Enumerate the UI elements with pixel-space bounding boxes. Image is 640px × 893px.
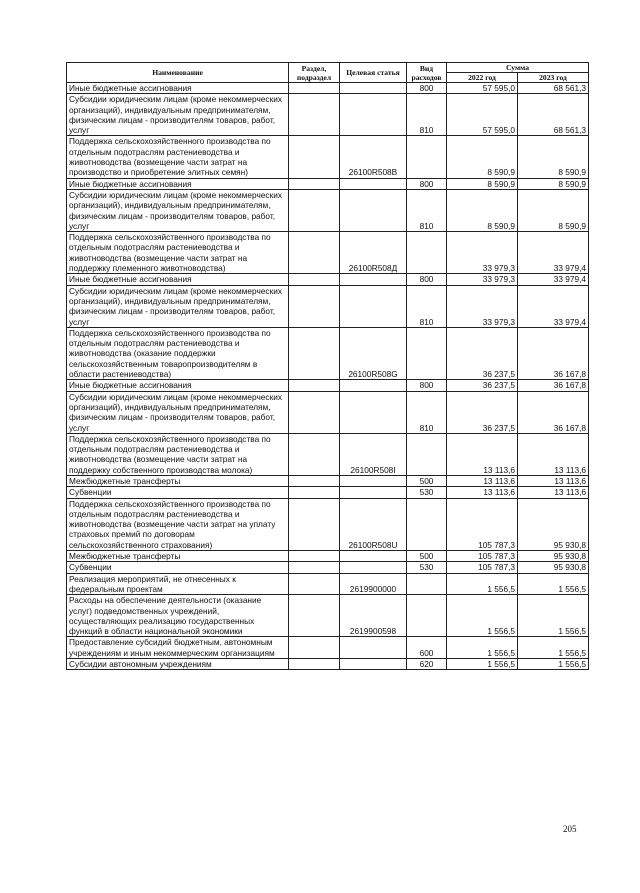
cell-target-article: 26100R508B: [340, 136, 407, 178]
cell-target-article: 26100R508I: [340, 433, 407, 475]
table-row: [67, 178, 589, 189]
cell-sum-2022: 1 556,5: [447, 573, 518, 595]
cell-expense-type: 810: [407, 94, 447, 136]
cell-section: [289, 659, 340, 670]
cell-sum-2023: 1 556,5: [518, 659, 589, 670]
cell-expense-type: 530: [407, 487, 447, 498]
budget-table: [66, 62, 589, 670]
cell-target-article: 2619900000: [340, 573, 407, 595]
cell-sum-2023: 95 930,8: [518, 562, 589, 573]
cell-section: [289, 274, 340, 285]
cell-expense-type: 500: [407, 475, 447, 486]
cell-sum-2023: 95 930,8: [518, 498, 589, 550]
table-row: [67, 659, 589, 670]
cell-section: [289, 433, 340, 475]
cell-name: Поддержка сельскохозяйственного производства по отдельным подотраслям растениеводства и животноводства (возмещение части затрат на уплату страховых премий по договорам сельскохозяйственного страхования): [67, 498, 289, 550]
cell-section: [289, 189, 340, 231]
cell-expense-type: 800: [407, 380, 447, 391]
cell-expense-type: [407, 433, 447, 475]
cell-name: Поддержка сельскохозяйственного производства по отдельным подотраслям растениеводства и животноводства (возмещение части затрат на производство и приобретение элитных семян): [67, 136, 289, 178]
table-body: [67, 83, 589, 670]
cell-target-article: [340, 380, 407, 391]
header-target: Целевая статья: [340, 63, 407, 83]
cell-expense-type: 500: [407, 551, 447, 562]
cell-target-article: [340, 94, 407, 136]
cell-sum-2022: 1 556,5: [447, 659, 518, 670]
cell-sum-2023: 13 113,6: [518, 475, 589, 486]
cell-expense-type: [407, 232, 447, 274]
cell-section: [289, 637, 340, 659]
table-row: [67, 498, 589, 550]
table-row: [67, 83, 589, 94]
table-row: [67, 94, 589, 136]
cell-name: Межбюджетные трансферты: [67, 475, 289, 486]
cell-expense-type: 620: [407, 659, 447, 670]
cell-section: [289, 178, 340, 189]
cell-sum-2022: 33 979,3: [447, 232, 518, 274]
header-sum: Сумма: [447, 63, 589, 73]
cell-target-article: [340, 475, 407, 486]
table-row: [67, 551, 589, 562]
cell-name: Субсидии юридическим лицам (кроме некоммерческих организаций), индивидуальным предпринимателям, физическим лицам - производителям товаров, работ, услуг: [67, 94, 289, 136]
cell-sum-2022: 8 590,9: [447, 178, 518, 189]
cell-sum-2022: 13 113,6: [447, 475, 518, 486]
cell-name: Иные бюджетные ассигнования: [67, 178, 289, 189]
cell-target-article: [340, 83, 407, 94]
cell-expense-type: [407, 595, 447, 637]
cell-expense-type: 810: [407, 391, 447, 433]
budget-page: [66, 62, 588, 670]
table-row: [67, 595, 589, 637]
cell-sum-2022: 36 237,5: [447, 391, 518, 433]
cell-name: Поддержка сельскохозяйственного производства по отдельным подотраслям растениеводства и животноводства (оказание поддержки сельскохозяйственным товаропроизводителям в области растениеводства): [67, 327, 289, 379]
cell-section: [289, 551, 340, 562]
cell-name: Субсидии юридическим лицам (кроме некоммерческих организаций), индивидуальным предпринимателям, физическим лицам - производителям товаров, работ, услуг: [67, 189, 289, 231]
cell-sum-2023: 36 167,8: [518, 327, 589, 379]
cell-expense-type: [407, 573, 447, 595]
cell-target-article: [340, 637, 407, 659]
cell-expense-type: 810: [407, 189, 447, 231]
cell-sum-2022: 8 590,9: [447, 136, 518, 178]
table-row: [67, 487, 589, 498]
cell-expense-type: 600: [407, 637, 447, 659]
table-row: [67, 327, 589, 379]
cell-sum-2023: 8 590,9: [518, 178, 589, 189]
cell-sum-2023: 68 561,3: [518, 83, 589, 94]
header-2023: 2023 год: [518, 73, 589, 83]
cell-expense-type: 800: [407, 178, 447, 189]
cell-section: [289, 380, 340, 391]
cell-sum-2023: 36 167,8: [518, 391, 589, 433]
cell-sum-2022: 13 113,6: [447, 433, 518, 475]
table-row: [67, 274, 589, 285]
cell-section: [289, 595, 340, 637]
cell-sum-2023: 8 590,9: [518, 136, 589, 178]
cell-expense-type: [407, 327, 447, 379]
cell-name: Расходы на обеспечение деятельности (оказание услуг) подведомственных учреждений, осуществляющих реализацию государственных функций в области национальной экономики: [67, 595, 289, 637]
cell-expense-type: 530: [407, 562, 447, 573]
cell-name: Субсидии юридическим лицам (кроме некоммерческих организаций), индивидуальным предпринимателям, физическим лицам - производителям товаров, работ, услуг: [67, 391, 289, 433]
table-row: [67, 475, 589, 486]
cell-name: Иные бюджетные ассигнования: [67, 83, 289, 94]
cell-target-article: [340, 659, 407, 670]
cell-target-article: 26100R508G: [340, 327, 407, 379]
cell-sum-2022: 36 237,5: [447, 380, 518, 391]
header-row: [67, 63, 589, 73]
cell-expense-type: 810: [407, 285, 447, 327]
cell-target-article: [340, 274, 407, 285]
table-row: [67, 136, 589, 178]
cell-sum-2023: 13 113,6: [518, 487, 589, 498]
cell-target-article: [340, 189, 407, 231]
cell-sum-2023: 1 556,5: [518, 595, 589, 637]
cell-sum-2022: 105 787,3: [447, 551, 518, 562]
cell-sum-2022: 8 590,9: [447, 189, 518, 231]
cell-name: Предоставление субсидий бюджетным, автономным учреждениям и иным некоммерческим организациям: [67, 637, 289, 659]
table-row: [67, 380, 589, 391]
cell-sum-2022: 1 556,5: [447, 637, 518, 659]
cell-target-article: 2619900598: [340, 595, 407, 637]
table-row: [67, 433, 589, 475]
cell-name: Субвенции: [67, 562, 289, 573]
page-number: 205: [563, 824, 577, 834]
cell-target-article: 26100R508Д: [340, 232, 407, 274]
table-row: [67, 232, 589, 274]
cell-target-article: [340, 487, 407, 498]
cell-name: Иные бюджетные ассигнования: [67, 274, 289, 285]
cell-sum-2022: 105 787,3: [447, 562, 518, 573]
cell-expense-type: [407, 498, 447, 550]
cell-sum-2023: 1 556,5: [518, 573, 589, 595]
table-row: [67, 637, 589, 659]
cell-section: [289, 562, 340, 573]
table-row: [67, 391, 589, 433]
header-name: Наименование: [67, 63, 289, 83]
cell-sum-2022: 33 979,3: [447, 274, 518, 285]
cell-sum-2023: 33 979,4: [518, 274, 589, 285]
cell-target-article: [340, 178, 407, 189]
table-row: [67, 189, 589, 231]
cell-section: [289, 136, 340, 178]
cell-sum-2022: 57 595,0: [447, 94, 518, 136]
cell-sum-2023: 95 930,8: [518, 551, 589, 562]
cell-sum-2022: 1 556,5: [447, 595, 518, 637]
cell-name: Субсидии юридическим лицам (кроме некоммерческих организаций), индивидуальным предпринимателям, физическим лицам - производителям товаров, работ, услуг: [67, 285, 289, 327]
cell-section: [289, 94, 340, 136]
cell-name: Межбюджетные трансферты: [67, 551, 289, 562]
cell-name: Поддержка сельскохозяйственного производства по отдельным подотраслям растениеводства и животноводства (возмещение части затрат на поддержку племенного животноводства): [67, 232, 289, 274]
cell-target-article: [340, 562, 407, 573]
cell-sum-2022: 57 595,0: [447, 83, 518, 94]
cell-section: [289, 391, 340, 433]
cell-sum-2022: 36 237,5: [447, 327, 518, 379]
cell-sum-2023: 68 561,3: [518, 94, 589, 136]
cell-sum-2023: 13 113,6: [518, 433, 589, 475]
cell-target-article: [340, 551, 407, 562]
cell-sum-2023: 33 979,4: [518, 285, 589, 327]
cell-sum-2022: 105 787,3: [447, 498, 518, 550]
cell-sum-2023: 33 979,4: [518, 232, 589, 274]
cell-sum-2022: 33 979,3: [447, 285, 518, 327]
cell-name: Субвенции: [67, 487, 289, 498]
cell-expense-type: 800: [407, 83, 447, 94]
header-2022: 2022 год: [447, 73, 518, 83]
cell-sum-2023: 1 556,5: [518, 637, 589, 659]
cell-expense-type: [407, 136, 447, 178]
cell-section: [289, 487, 340, 498]
cell-target-article: [340, 391, 407, 433]
cell-expense-type: 800: [407, 274, 447, 285]
cell-section: [289, 498, 340, 550]
cell-sum-2023: 36 167,8: [518, 380, 589, 391]
cell-section: [289, 327, 340, 379]
cell-target-article: 26100R508U: [340, 498, 407, 550]
cell-name: Субсидии автономным учреждениям: [67, 659, 289, 670]
header-section: Раздел, подраздел: [289, 63, 340, 83]
cell-target-article: [340, 285, 407, 327]
table-row: [67, 573, 589, 595]
cell-name: Поддержка сельскохозяйственного производства по отдельным подотраслям растениеводства и животноводства (возмещение части затрат на поддержку собственного производства молока): [67, 433, 289, 475]
cell-section: [289, 83, 340, 94]
cell-section: [289, 285, 340, 327]
cell-section: [289, 232, 340, 274]
cell-name: Иные бюджетные ассигнования: [67, 380, 289, 391]
table-row: [67, 562, 589, 573]
cell-section: [289, 573, 340, 595]
cell-name: Реализация мероприятий, не отнесенных к федеральным проектам: [67, 573, 289, 595]
cell-section: [289, 475, 340, 486]
cell-sum-2023: 8 590,9: [518, 189, 589, 231]
table-row: [67, 285, 589, 327]
header-type: Вид расходов: [407, 63, 447, 83]
cell-sum-2022: 13 113,6: [447, 487, 518, 498]
